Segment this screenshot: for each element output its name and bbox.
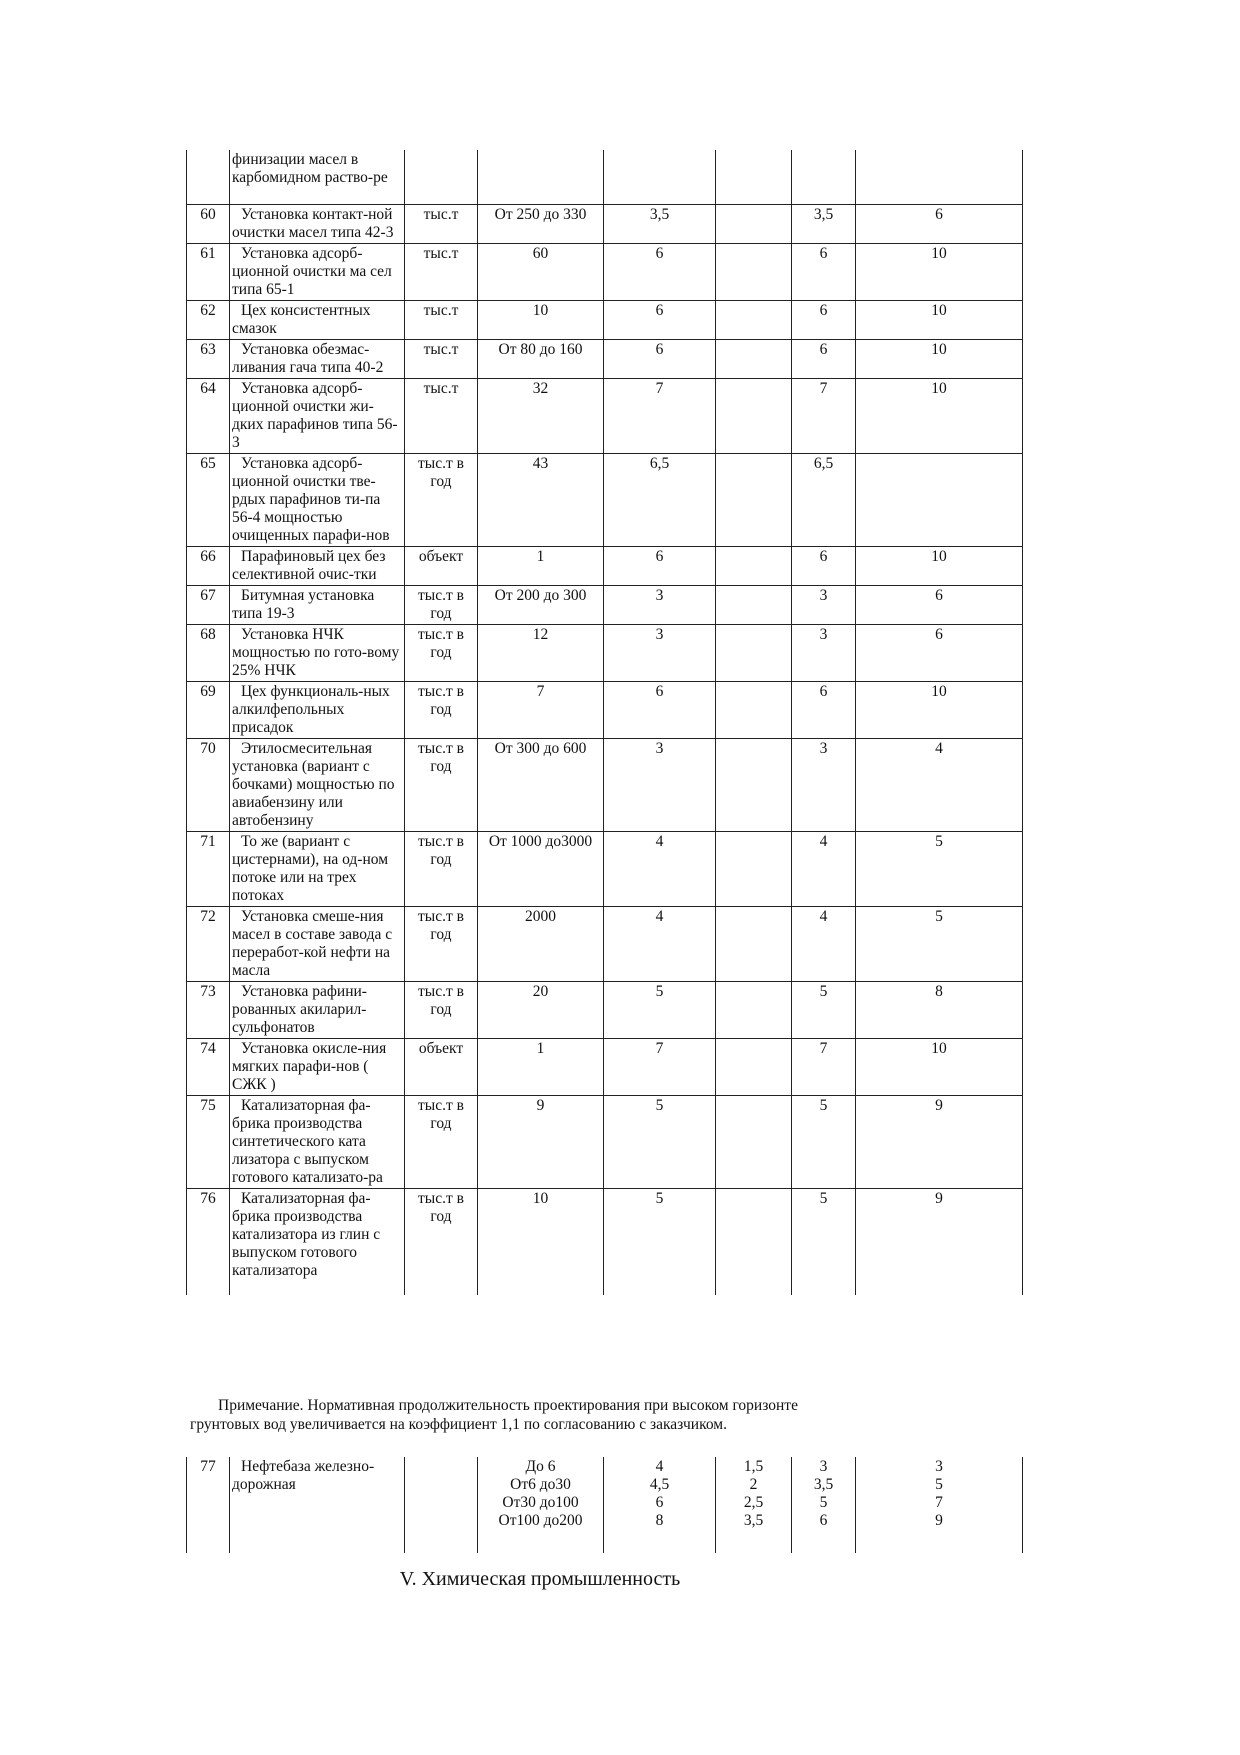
table-row — [187, 205, 1023, 244]
cell-unit: тыс.т в год — [405, 1189, 478, 1296]
cell-col4: 3 — [604, 739, 716, 832]
cell-unit: тыс.т — [405, 379, 478, 454]
cell-col7: 6 — [856, 205, 1023, 244]
cell-name: То же (вариант с цистернами), на од-ном потоке или на трех потоках — [230, 832, 405, 907]
cell-col7: 5 — [856, 907, 1023, 982]
table-row — [187, 340, 1023, 379]
cell-col7: 10 — [856, 1039, 1023, 1096]
cell-col4: 4 — [604, 832, 716, 907]
cell-col5 — [716, 682, 792, 739]
cell-col5 — [716, 340, 792, 379]
cell-num — [187, 150, 230, 205]
table-row — [187, 907, 1023, 982]
cell-num: 64 — [187, 379, 230, 454]
cell-col6: 7 — [792, 1039, 856, 1096]
cell-num: 61 — [187, 244, 230, 301]
cell-capacity: 20 — [478, 982, 604, 1039]
cell-col5 — [716, 1096, 792, 1189]
cell-capacity: От 300 до 600 — [478, 739, 604, 832]
cell-col4: 5 — [604, 982, 716, 1039]
table-row — [187, 1039, 1023, 1096]
cell-unit: тыс.т в год — [405, 832, 478, 907]
cell-name: Установка адсорб-ционной очистки тве-рдых парафинов ти-па 56-4 мощностью очищенных парафи-нов — [230, 454, 405, 547]
cell-name: Этилосмесительная установка (вариант с бочками) мощностью по авиабензину или автобензину — [230, 739, 405, 832]
cell-num: 71 — [187, 832, 230, 907]
cell-col4: 6 — [604, 244, 716, 301]
cell-col6: 5 — [792, 1189, 856, 1296]
cell-num: 62 — [187, 301, 230, 340]
cell-col7: 10 — [856, 244, 1023, 301]
standards-table — [186, 150, 1023, 1295]
cell-col7: 4 — [856, 739, 1023, 832]
table-row — [187, 1096, 1023, 1189]
cell-col6: 6,5 — [792, 454, 856, 547]
cell-unit: тыс.т в год — [405, 682, 478, 739]
cell-col6: 4 — [792, 832, 856, 907]
cell-name: Установка адсорб-ционной очистки ма сел типа 65-1 — [230, 244, 405, 301]
cell-col4: 7 — [604, 1039, 716, 1096]
cell-num: 66 — [187, 547, 230, 586]
section-heading: V. Химическая промышленность — [399, 1568, 681, 1590]
cell-col6: 7 — [792, 379, 856, 454]
table-row — [187, 379, 1023, 454]
cell-col5 — [716, 1189, 792, 1296]
cell-capacity: 10 — [478, 301, 604, 340]
cell-col4: 7 — [604, 379, 716, 454]
table-row — [187, 682, 1023, 739]
cell-unit: тыс.т — [405, 205, 478, 244]
cell-col7: 9 — [856, 1189, 1023, 1296]
cell-col7: 10 — [856, 682, 1023, 739]
cell-name: Цех функциональ-ных алкилфепольных присадок — [230, 682, 405, 739]
cell-num: 77 — [187, 1457, 230, 1553]
cell-unit: тыс.т в год — [405, 982, 478, 1039]
cell-col7: 9 — [856, 1096, 1023, 1189]
cell-num: 60 — [187, 205, 230, 244]
cell-col6: 6 — [792, 244, 856, 301]
cell-capacity: 1 — [478, 547, 604, 586]
cell-col6: 4 — [792, 907, 856, 982]
cell-col5 — [716, 832, 792, 907]
cell-col7 — [856, 454, 1023, 547]
cell-num: 69 — [187, 682, 230, 739]
cell-col5 — [716, 1039, 792, 1096]
cell-unit: тыс.т в год — [405, 1096, 478, 1189]
cell-num: 72 — [187, 907, 230, 982]
cell-col4: 5 — [604, 1189, 716, 1296]
cell-num: 76 — [187, 1189, 230, 1296]
cell-col7: 10 — [856, 301, 1023, 340]
table-row — [187, 301, 1023, 340]
cell-capacity: 60 — [478, 244, 604, 301]
cell-col6: 3 — [792, 625, 856, 682]
cell-col5 — [716, 982, 792, 1039]
cell-capacity: От 80 до 160 — [478, 340, 604, 379]
cell-col4: 3 — [604, 625, 716, 682]
cell-num: 74 — [187, 1039, 230, 1096]
cell-capacity: От 250 до 330 — [478, 205, 604, 244]
cell-num: 75 — [187, 1096, 230, 1189]
cell-capacity: 9 — [478, 1096, 604, 1189]
cell-col5 — [716, 907, 792, 982]
cell-num: 73 — [187, 982, 230, 1039]
cell-col6: 6 — [792, 682, 856, 739]
table-row — [187, 832, 1023, 907]
cell-name: Установка НЧК мощностью по гото-вому 25% НЧК — [230, 625, 405, 682]
cell-col4: 6 — [604, 340, 716, 379]
cell-capacity: 1 — [478, 1039, 604, 1096]
cell-col6: 6 — [792, 547, 856, 586]
table-row — [187, 982, 1023, 1039]
cell-col6: 3,5 — [792, 205, 856, 244]
cell-col5 — [716, 244, 792, 301]
cell-capacity: От 1000 до3000 — [478, 832, 604, 907]
cell-capacity: 2000 — [478, 907, 604, 982]
note-line-2: грунтовых вод увеличивается на коэффициент 1,1 по согласованию с заказчиком. — [190, 1416, 727, 1433]
cell-name: финизации масел в карбомидном раство-ре — [230, 150, 405, 205]
cell-col5 — [716, 739, 792, 832]
cell-name: Установка обезмас-ливания гача типа 40-2 — [230, 340, 405, 379]
cell-col5 — [716, 454, 792, 547]
table-row — [187, 586, 1023, 625]
cell-unit: тыс.т в год — [405, 625, 478, 682]
table-row-continuation — [187, 150, 1023, 205]
cell-num: 65 — [187, 454, 230, 547]
cell-unit: тыс.т в год — [405, 907, 478, 982]
cell-name: Парафиновый цех без селективной очис-тки — [230, 547, 405, 586]
cell-unit: тыс.т — [405, 244, 478, 301]
cell-unit: тыс.т в год — [405, 454, 478, 547]
table-row — [187, 1189, 1023, 1296]
cell-capacity: От 200 до 300 — [478, 586, 604, 625]
cell-num: 68 — [187, 625, 230, 682]
table-note — [190, 1396, 845, 1434]
note-line-1: Примечание. Нормативная продолжительность проектирования при высоком горизонте — [218, 1397, 798, 1414]
cell-col5 — [716, 625, 792, 682]
cell-col4: 5 — [604, 1096, 716, 1189]
cell-col4: 6 — [604, 547, 716, 586]
cell-col7: 6 — [856, 586, 1023, 625]
cell-unit: объект — [405, 1039, 478, 1096]
cell-capacity: 10 — [478, 1189, 604, 1296]
table-row — [187, 547, 1023, 586]
cell-name: Установка смеше-ния масел в составе завода с переработ-кой нефти на масла — [230, 907, 405, 982]
cell-col4: 6,5 — [604, 454, 716, 547]
cell-col6: 5 — [792, 982, 856, 1039]
cell-name: Битумная установка типа 19-3 — [230, 586, 405, 625]
cell-name: Установка рафини-рованных акиларил-сульфонатов — [230, 982, 405, 1039]
cell-col5 — [716, 379, 792, 454]
cell-col7: 3 5 7 9 — [856, 1457, 1023, 1553]
cell-col4: 4 4,5 6 8 — [604, 1457, 716, 1553]
cell-name: Установка окисле-ния мягких парафи-нов ( СЖК ) — [230, 1039, 405, 1096]
cell-col4: 6 — [604, 301, 716, 340]
cell-capacity: 7 — [478, 682, 604, 739]
cell-name: Установка адсорб-ционной очистки жи-дких парафинов типа 56-3 — [230, 379, 405, 454]
cell-capacity: 12 — [478, 625, 604, 682]
cell-col7: 10 — [856, 547, 1023, 586]
cell-col4: 4 — [604, 907, 716, 982]
cell-name: Катализаторная фа-брика производства катализатора из глин с выпуском готового катализатора — [230, 1189, 405, 1296]
cell-name: Цех консистентных смазок — [230, 301, 405, 340]
table-row — [187, 625, 1023, 682]
cell-col7: 10 — [856, 379, 1023, 454]
cell-col4: 6 — [604, 682, 716, 739]
cell-unit — [405, 1457, 478, 1553]
cell-col7: 10 — [856, 340, 1023, 379]
cell-unit: тыс.т — [405, 301, 478, 340]
cell-col6: 3 3,5 5 6 — [792, 1457, 856, 1553]
cell-col5 — [716, 586, 792, 625]
cell-col5: 1,5 2 2,5 3,5 — [716, 1457, 792, 1553]
cell-col6: 3 — [792, 586, 856, 625]
cell-capacity: 32 — [478, 379, 604, 454]
cell-unit: тыс.т — [405, 340, 478, 379]
cell-col4: 3 — [604, 586, 716, 625]
table-row — [187, 739, 1023, 832]
cell-col5 — [716, 301, 792, 340]
cell-col7: 6 — [856, 625, 1023, 682]
cell-unit: объект — [405, 547, 478, 586]
cell-unit: тыс.т в год — [405, 739, 478, 832]
cell-col7: 5 — [856, 832, 1023, 907]
cell-num: 70 — [187, 739, 230, 832]
cell-col4: 3,5 — [604, 205, 716, 244]
cell-capacity: До 6 От6 до30 От30 до100 От100 до200 — [478, 1457, 604, 1553]
cell-col6: 3 — [792, 739, 856, 832]
cell-col5 — [716, 205, 792, 244]
cell-capacity: 43 — [478, 454, 604, 547]
cell-unit: тыс.т в год — [405, 586, 478, 625]
cell-name: Установка контакт-ной очистки масел типа 42-3 — [230, 205, 405, 244]
table-row — [187, 244, 1023, 301]
cell-col6: 6 — [792, 340, 856, 379]
oil-depot-table — [186, 1457, 1023, 1553]
cell-col5 — [716, 547, 792, 586]
cell-num: 63 — [187, 340, 230, 379]
table-row — [187, 1457, 1023, 1553]
cell-col6: 6 — [792, 301, 856, 340]
cell-col6: 5 — [792, 1096, 856, 1189]
cell-col7: 8 — [856, 982, 1023, 1039]
cell-name: Нефтебаза железно-дорожная — [230, 1457, 405, 1553]
cell-num: 67 — [187, 586, 230, 625]
cell-name: Катализаторная фа-брика производства синтетического ката лизатора с выпуском готового катализато-ра — [230, 1096, 405, 1189]
table-row — [187, 454, 1023, 547]
